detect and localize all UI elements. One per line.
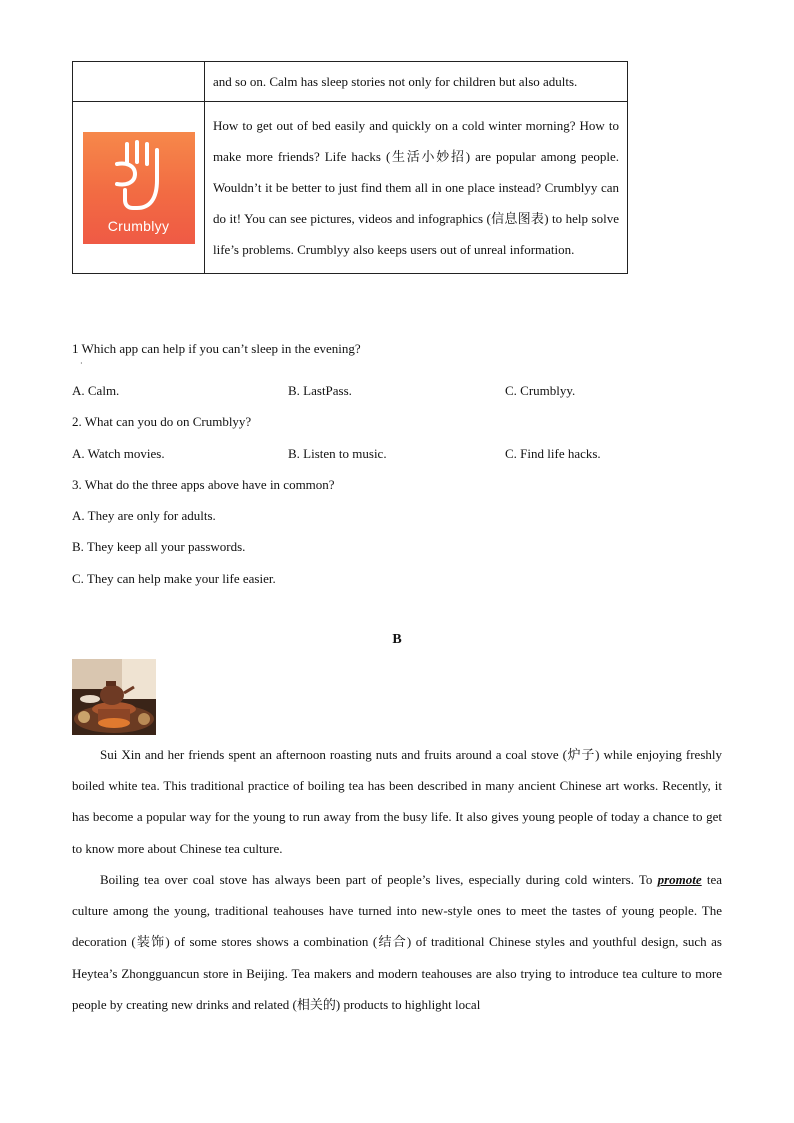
question-2-stem: 2. What can you do on Crumblyy? [72,414,252,429]
paragraph-2-before: Boiling tea over coal stove has always been part of people’s lives, especially during cold winters. To [100,872,658,887]
empty-logo-cell [73,62,205,102]
q1-option-a: A. Calm. [72,383,120,398]
q3-option-a: A. They are only for adults. [72,508,216,523]
q3-option-c: C. They can help make your life easier. [72,571,276,586]
apps-table [72,61,628,274]
q3-option-b: B. They keep all your passwords. [72,539,246,554]
section-b-paragraph-1 [72,739,722,864]
table-row [73,102,628,274]
keyword-promote: promote [657,872,702,887]
paragraph-2-text [72,864,722,1020]
section-b-label: B [392,632,402,647]
section-b-paragraph-2 [72,864,722,1020]
paragraph-1-text: Sui Xin and her friends spent an afternoon roasting nuts and fruits around a coal stove (炉子) while enjoying freshly boiled white tea. This traditional practice of boiling tea has been described in many ancient Chinese art works. Recently, it has become a popular way for the young to run away from the busy life. It also gives young people of today a chance to get to know more about Chinese tea culture. [72,747,722,856]
tea-stove-photo [72,659,156,735]
crumblyy-logo [83,132,195,244]
q1-option-b: B. LastPass. [288,383,352,398]
crumblyy-hand-icon [113,140,165,214]
stray-dot-mark: · [80,359,83,368]
crumblyy-logo-word: Crumblyy [107,217,170,234]
q1-option-c: C. Crumblyy. [505,383,576,398]
calm-description-cell: and so on. Calm has sleep stories not only for children but also adults. [205,62,628,102]
crumblyy-logo-cell [73,102,205,274]
crumblyy-description-cell: How to get out of bed easily and quickly on a cold winter morning? How to make more friends? Life hacks (生活小妙招) are popular among people. Wouldn’t it be better to just find them all in one place instead? Crumblyy can do it! You can see pictures, videos and infographics (信息图表) to help solve life’s problems. Crumblyy also keeps users out of unreal information. [205,102,628,274]
question-1-stem: 1 Which app can help if you can’t sleep in the evening? [72,341,361,356]
paragraph-2-after: tea culture among the young, traditional teahouses have turned into new-style ones to meet the tastes of young people. The decoration (装饰) of some stores shows a combination (结合) of traditional Chinese styles and youthful design, such as Heytea’s Zhongguancun store in Beijing. Tea makers and modern teahouses are also trying to introduce tea culture to more people by creating new drinks and related (相关的) products to highlight local [72,872,723,1012]
q2-option-c: C. Find life hacks. [505,446,601,461]
question-3-stem: 3. What do the three apps above have in common? [72,477,335,492]
table-row [73,62,628,102]
q2-option-b: B. Listen to music. [288,446,387,461]
q2-option-a: A. Watch movies. [72,446,165,461]
